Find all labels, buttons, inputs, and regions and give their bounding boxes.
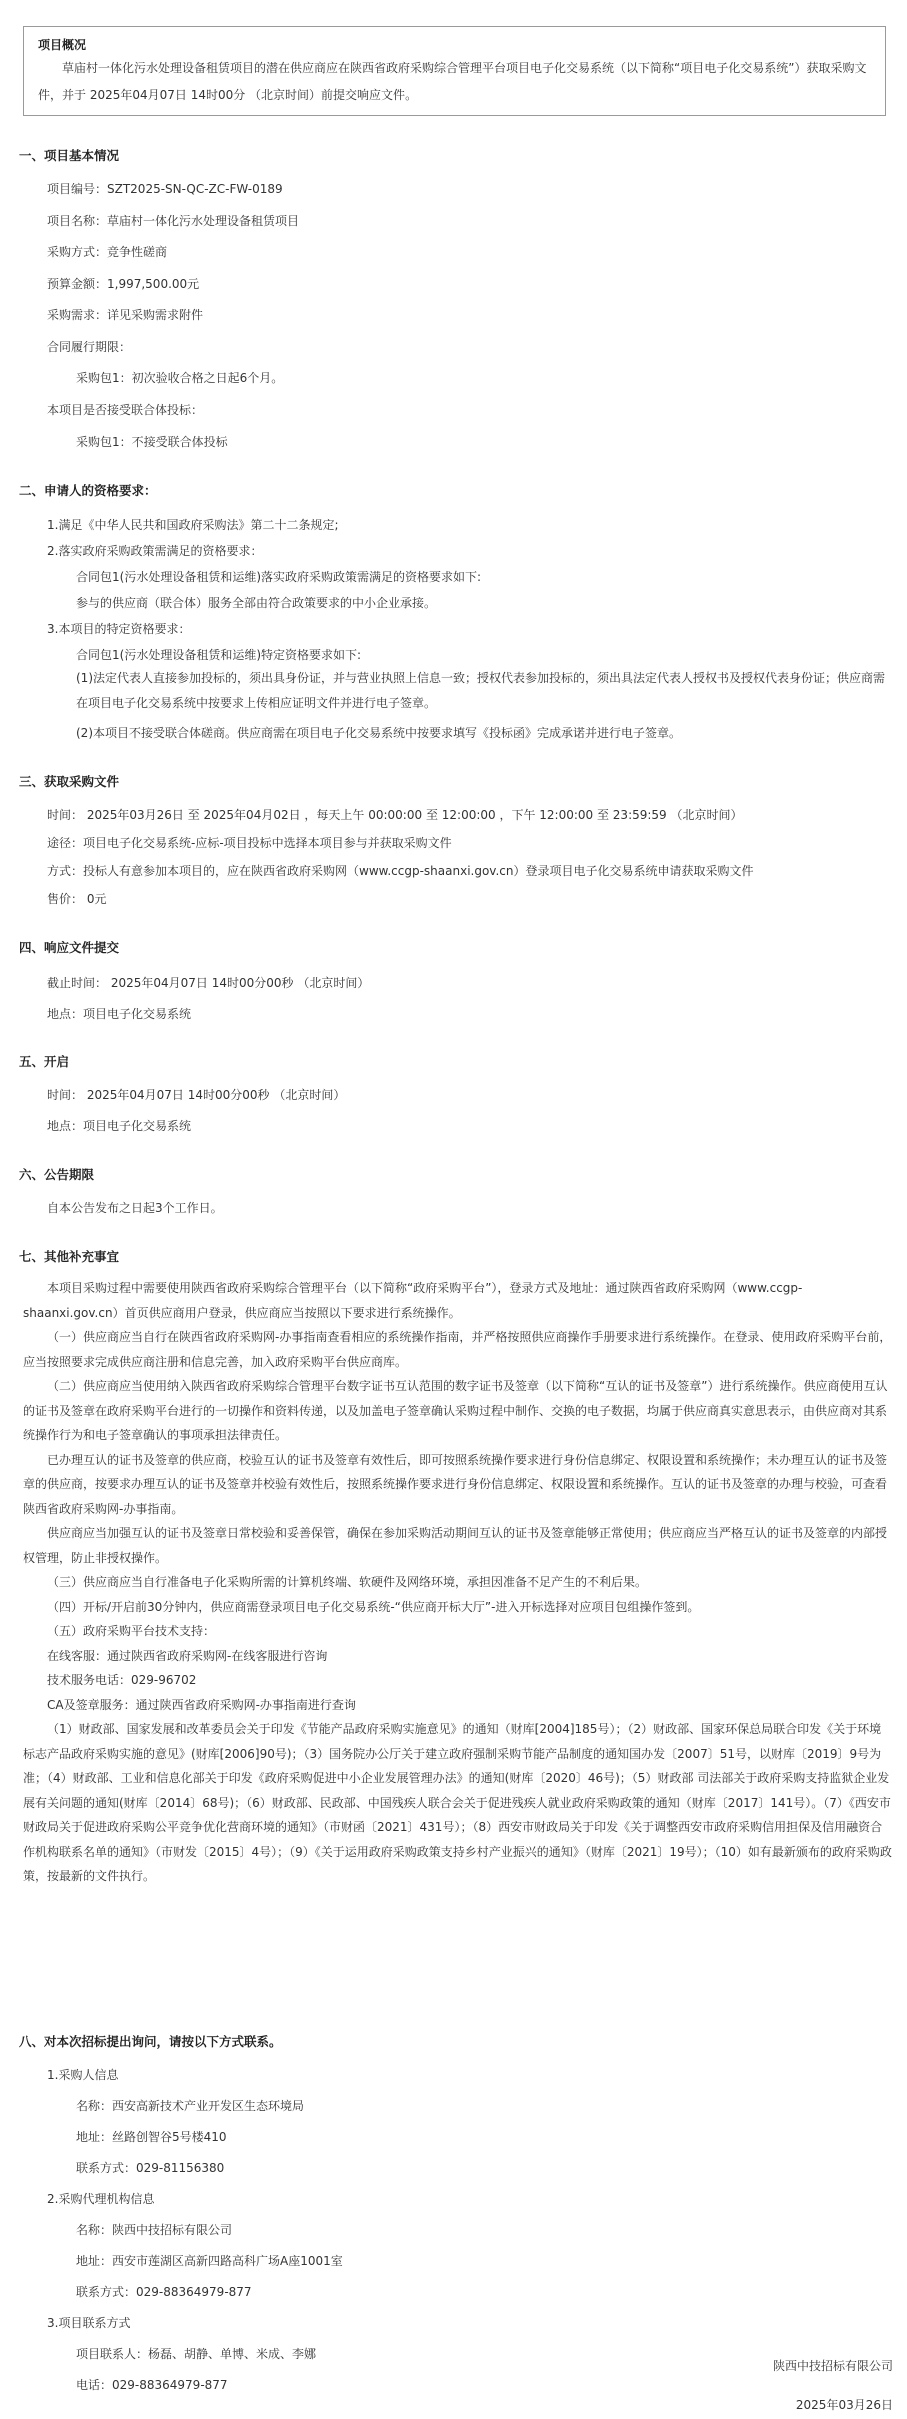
support-phone: 技术服务电话：029-96702 <box>47 1673 197 1687</box>
qualification-3-item-2: (2)本项目不接受联合体磋商。供应商需在项目电子化交易系统中按要求填写《投标函》完成承诺并进行电子签章。 <box>76 726 682 740</box>
project-summary-box <box>23 26 886 116</box>
purchaser-contact: 联系方式：029-81156380 <box>76 2161 225 2175</box>
budget-amount: 预算金额：1,997,500.00元 <box>47 277 200 291</box>
qualification-3-item-1 <box>76 666 892 715</box>
qualification-2: 2.落实政府采购政策需满足的资格要求： <box>47 544 263 558</box>
agency-contact: 联系方式：029-88364979-877 <box>76 2285 252 2299</box>
procurement-method: 采购方式：竞争性磋商 <box>47 245 168 259</box>
summary-text: 草庙村一体化污水处理设备租赁项目的潜在供应商应在陕西省政府采购综合管理平台项目电子化交易系统（以下简称“项目电子化交易系统”）获取采购文件，并于 2025年04月07日 14时00分 （北京时间）前提交响应文件。 <box>38 61 867 102</box>
submission-location: 地点：项目电子化交易系统 <box>47 1007 192 1021</box>
opening-location: 地点：项目电子化交易系统 <box>47 1119 192 1133</box>
supplementary-item-1: （一）供应商应当自行在陕西省政府采购网-办事指南查看相应的系统操作指南，并严格按照供应商操作手册要求进行系统操作。在登录、使用政府采购平台前，应当按照要求完成供应商注册和信息完善，加入政府采购平台供应商库。 <box>23 1330 892 1369</box>
supplementary-item-2: （二）供应商应当使用纳入陕西省政府采购综合管理平台数字证书互认范围的数字证书及签章（以下简称“互认的证书及签章”）进行系统操作。供应商使用互认的证书及签章在政府采购平台进行的一切操作和资料传递，以及加盖电子签章确认采购过程中制作、交换的电子数据，均属于供应商真实意思表示，由供应商对其系统操作行为和电子签章确认的事项承担法律责任。 <box>23 1379 888 1442</box>
opening-time: 时间： 2025年04月07日 14时00分00秒 （北京时间） <box>47 1088 346 1102</box>
qualification-2-package: 合同包1(污水处理设备租赁和运维)落实政府采购政策需满足的资格要求如下: <box>76 570 482 584</box>
purchaser-name: 名称：西安高新技术产业开发区生态环境局 <box>76 2099 305 2113</box>
section-1-title: 一、项目基本情况 <box>19 148 120 163</box>
agency-heading: 2.采购代理机构信息 <box>47 2192 155 2206</box>
policy-references: （1）财政部、国家发展和改革委员会关于印发《节能产品政府采购实施意见》的通知（财库[2004]185号）；（2）财政部、国家环保总局联合印发《关于环境标志产品政府采购实施的意见》(财库[2006]90号)；（3）国务院办公厅关于建立政府强制采购节能产品制度的通知国办发〔2007〕51号，以财库〔2019〕9号为准；（4）财政部、工业和信息化部关于印发《政府采购促进中小企业发展管理办法》的通知(财库〔2020〕46号)；（5）财政部 司法部关于政府采购支持监狱企业发展有关问题的通知(财库〔2014〕68号)；（6）财政部、民政部、中国残疾人联合会关于促进残疾人就业政府采购政策的通知（财库〔2017〕141号）。（7）《西安市财政局关于促进政府采购公平竞争优化营商环境的通知》（市财函〔2021〕431号）；（8）西安市财政局关于印发《关于调整西安市政府采购信用担保及信用融资合作机构联系名单的通知》（市财发〔2015〕4号）；（9）《关于运用政府采购政策支持乡村产业振兴的通知》（财库〔2021〕19号）；（10）如有最新颁布的政府采购政策，按最新的文件执行。 <box>23 1722 892 1883</box>
supplementary-body <box>23 1276 892 1889</box>
section-6-title: 六、公告期限 <box>19 1167 95 1182</box>
footer-organization: 陕西中技招标有限公司 <box>772 2359 893 2373</box>
supplementary-cert-management: 供应商应当加强互认的证书及签章日常校验和妥善保管，确保在参加采购活动期间互认的证书及签章能够正常使用；供应商应当严格互认的证书及签章的内部授权管理，防止非授权操作。 <box>23 1526 888 1565</box>
qualification-1: 1.满足《中华人民共和国政府采购法》第二十二条规定; <box>47 518 339 532</box>
supplementary-intro: 本项目采购过程中需要使用陕西省政府采购综合管理平台（以下简称“政府采购平台”），登录方式及地址：通过陕西省政府采购网（www.ccgp-shaanxi.gov.cn）首页供应商用户登录，供应商应当按照以下要求进行系统操作。 <box>23 1281 803 1320</box>
section-5-title: 五、开启 <box>19 1054 70 1069</box>
supplementary-cert-usage: 已办理互认的证书及签章的供应商，校验互认的证书及签章有效性后，即可按照系统操作要求进行身份信息绑定、权限设置和系统操作；未办理互认的证书及签章的供应商，按要求办理互认的证书及签章并校验有效性后，按照系统操作要求进行身份信息绑定、权限设置和系统操作。互认的证书及签章的办理与校验，可查看陕西省政府采购网-办事指南。 <box>23 1452 888 1516</box>
procurement-requirement: 采购需求：详见采购需求附件 <box>47 308 204 322</box>
supplementary-item-5: （五）政府采购平台技术支持： <box>47 1624 216 1638</box>
obtain-time: 时间： 2025年03月26日 至 2025年04月02日 ，每天上午 00:00:00 至 12:00:00 ，下午 12:00:00 至 23:59:59 （北京时间） <box>47 808 743 822</box>
consortium-label: 本项目是否接受联合体投标： <box>47 403 204 417</box>
obtain-method: 方式：投标人有意参加本项目的，应在陕西省政府采购网（www.ccgp-shaanxi.gov.cn）登录项目电子化交易系统申请获取采购文件 <box>47 864 754 878</box>
summary-title: 项目概况 <box>38 38 87 52</box>
qualification-3-package: 合同包1(污水处理设备租赁和运维)特定资格要求如下: <box>76 648 362 662</box>
project-contact-phone: 电话：029-88364979-877 <box>76 2378 228 2392</box>
contract-period-label: 合同履行期限： <box>47 340 132 354</box>
support-ca-service: CA及签章服务：通过陕西省政府采购网-办事指南进行查询 <box>47 1697 356 1712</box>
supplementary-item-3: （三）供应商应当自行准备电子化采购所需的计算机终端、软硬件及网络环境，承担因准备不足产生的不利后果。 <box>47 1575 648 1589</box>
submission-deadline: 截止时间： 2025年04月07日 14时00分00秒 （北京时间） <box>47 976 370 990</box>
consortium-package1: 采购包1：不接受联合体投标 <box>76 435 228 449</box>
section-2-title: 二、申请人的资格要求： <box>19 483 157 498</box>
footer-date: 2025年03月26日 <box>795 2398 893 2412</box>
project-number: 项目编号：SZT2025-SN-QC-ZC-FW-0189 <box>47 182 283 196</box>
agency-name: 名称：陕西中技招标有限公司 <box>76 2223 233 2237</box>
purchaser-address: 地址：丝路创智谷5号楼410 <box>76 2130 227 2144</box>
obtain-price: 售价： 0元 <box>47 892 107 906</box>
project-contact-people: 项目联系人：杨磊、胡静、单博、米成、李娜 <box>76 2347 317 2361</box>
notice-period: 自本公告发布之日起3个工作日。 <box>47 1201 223 1215</box>
contract-period-package1: 采购包1：初次验收合格之日起6个月。 <box>76 371 284 385</box>
section-7-title: 七、其他补充事宜 <box>19 1249 120 1264</box>
support-online-service: 在线客服：通过陕西省政府采购网-在线客服进行咨询 <box>47 1648 328 1663</box>
section-3-title: 三、获取采购文件 <box>19 774 120 789</box>
project-contact-heading: 3.项目联系方式 <box>47 2316 131 2330</box>
qualification-3-item-1-text: (1)法定代表人直接参加投标的，须出具身份证，并与营业执照上信息一致；授权代表参加投标的，须出具法定代表人授权书及授权代表身份证；供应商需在项目电子化交易系统中按要求上传相应证明文件并进行电子签章。 <box>76 671 886 710</box>
qualification-2-detail: 参与的供应商（联合体）服务全部由符合政策要求的中小企业承接。 <box>76 596 437 610</box>
qualification-3: 3.本项目的特定资格要求： <box>47 622 191 636</box>
obtain-channel: 途径：项目电子化交易系统-应标-项目投标中选择本项目参与并获取采购文件 <box>47 836 452 850</box>
section-8-title: 八、对本次招标提出询问，请按以下方式联系。 <box>19 2034 282 2049</box>
purchaser-heading: 1.采购人信息 <box>47 2068 119 2082</box>
supplementary-item-4: （四）开标/开启前30分钟内，供应商需登录项目电子化交易系统-“供应商开标大厅”-进入开标选择对应项目包组操作签到。 <box>47 1599 700 1614</box>
project-name: 项目名称：草庙村一体化污水处理设备租赁项目 <box>47 214 300 228</box>
section-4-title: 四、响应文件提交 <box>19 940 120 955</box>
agency-address: 地址：西安市莲湖区高新四路高科广场A座1001室 <box>76 2254 343 2268</box>
